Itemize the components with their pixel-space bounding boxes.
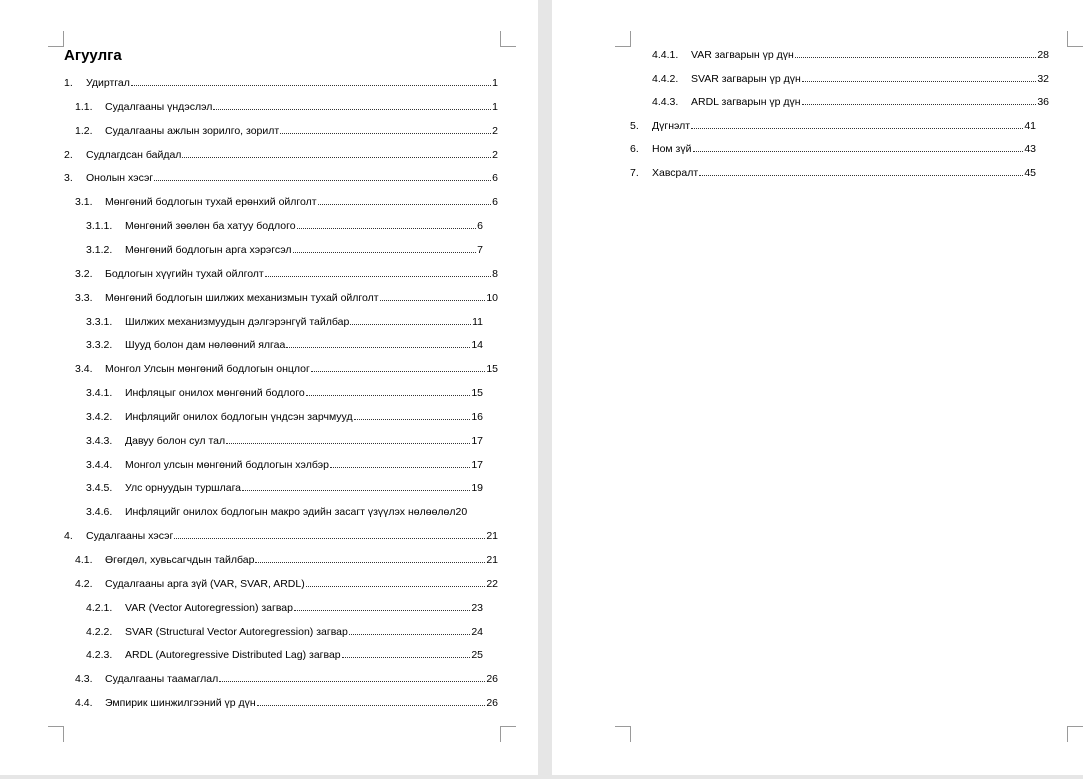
toc-dot-leader [802, 72, 1037, 82]
toc-entry-text: Монгол Улсын мөнгөний бодлогын онцлог [105, 363, 310, 376]
toc-entry-text: Мөнгөний бодлогын арга хэрэгсэл [125, 243, 292, 256]
toc-entry-number: 4.4.3. [652, 96, 679, 108]
toc-dot-leader [257, 696, 486, 706]
toc-entry[interactable] [86, 434, 483, 448]
toc-entry-page: 6 [492, 196, 498, 209]
toc-entry-page: 26 [486, 697, 498, 710]
toc-entry-text: Инфляцийг онилох бодлогын макро эдийн засагт үзүүлэх нөлөөлөл [125, 506, 456, 519]
margin-corner-mark [48, 31, 64, 47]
toc-entry-text: SVAR загварын үр дүн [691, 72, 801, 85]
toc-entry-text: Өгөгдөл, хувьсагчдын тайлбар [105, 554, 255, 566]
toc-entry-text: Судалгааны таамаглал [105, 673, 219, 686]
toc-title[interactable]: Агуулга [64, 47, 122, 64]
toc-entry-number: 6. [630, 143, 639, 155]
toc-dot-leader [131, 76, 491, 86]
toc-entry-number: 3.4.5. [86, 482, 113, 495]
toc-entry-text: Монгол улсын мөнгөний бодлогын хэлбэр [125, 458, 329, 471]
toc-dot-leader [342, 648, 471, 658]
toc-entry[interactable] [630, 166, 1036, 180]
toc-entry-number: 3.3. [75, 291, 93, 304]
toc-entry[interactable] [75, 577, 498, 591]
toc-entry[interactable] [75, 124, 498, 138]
toc-dot-leader [330, 458, 470, 468]
toc-entry-number: 4.2.3. [86, 649, 113, 662]
toc-entry-page: 21 [486, 554, 498, 566]
toc-dot-leader [380, 291, 486, 301]
toc-dot-leader [306, 577, 486, 587]
toc-entry[interactable] [86, 648, 483, 662]
toc-entry[interactable] [86, 243, 483, 257]
toc-dot-leader [242, 481, 470, 491]
toc-entry-page: 6 [477, 220, 483, 233]
toc-entry-number: 4.4. [75, 697, 93, 710]
toc-entry[interactable] [75, 362, 498, 376]
toc-entry[interactable] [86, 386, 483, 400]
toc-dot-leader [255, 553, 485, 563]
toc-entry-page: 15 [471, 387, 483, 400]
toc-entry[interactable] [64, 171, 498, 185]
toc-entry[interactable] [75, 100, 498, 114]
toc-entry-number: 4.2.2. [86, 625, 113, 638]
toc-entry-text: Судалгааны үндэслэл [105, 100, 213, 113]
toc-dot-leader [318, 195, 492, 205]
toc-entry-page: 25 [471, 649, 483, 662]
toc-dot-leader [349, 625, 470, 635]
toc-entry-text: Судалгааны ажлын зорилго, зорилт [105, 124, 280, 137]
toc-entry-page: 17 [471, 434, 483, 447]
toc-entry[interactable] [86, 410, 483, 424]
toc-entry-page: 17 [471, 458, 483, 471]
toc-entry-page: 32 [1037, 72, 1049, 85]
toc-entry-text: Удиртгал [86, 77, 130, 89]
toc-entry-number: 4.2.1. [86, 601, 113, 614]
toc-entry-page: 20 [455, 506, 468, 519]
toc-dot-leader [311, 362, 485, 372]
document-page-left[interactable] [0, 0, 538, 775]
toc-dot-leader [802, 95, 1037, 105]
toc-entry-number: 3.4.6. [86, 506, 113, 519]
toc-dot-leader [213, 100, 491, 110]
toc-dot-leader [286, 338, 470, 348]
toc-entry[interactable] [86, 601, 483, 615]
toc-entry-number: 3. [64, 172, 73, 185]
toc-entry-page: 14 [471, 339, 483, 352]
toc-entry-number: 3.4. [75, 363, 93, 376]
toc-dot-leader [693, 142, 1024, 152]
toc-entry[interactable] [86, 315, 483, 329]
toc-entry-text: ARDL загварын үр дүн [691, 96, 801, 108]
document-page-right[interactable] [552, 0, 1083, 775]
toc-entry[interactable] [75, 553, 498, 567]
toc-entry-number: 3.4.4. [86, 458, 113, 471]
toc-dot-leader [350, 315, 471, 325]
toc-entry[interactable] [75, 696, 498, 710]
toc-dot-leader [691, 119, 1023, 129]
toc-entry-number: 5. [630, 119, 639, 132]
toc-dot-leader [154, 171, 491, 181]
toc-dot-leader [306, 386, 471, 396]
toc-entry[interactable] [75, 672, 498, 686]
toc-entry-number: 3.2. [75, 267, 93, 280]
toc-entry-page: 21 [486, 530, 498, 543]
toc-entry-text: Бодлогын хүүгийн тухай ойлголт [105, 267, 264, 280]
toc-entry-number: 3.4.2. [86, 410, 113, 423]
toc-entry-number: 1.1. [75, 100, 93, 113]
toc-entry-number: 3.3.2. [86, 339, 113, 352]
toc-entry-text: Давуу болон сул тал [125, 434, 226, 447]
toc-dot-leader [265, 267, 491, 277]
toc-dot-leader [294, 601, 470, 611]
toc-entry-number: 4.3. [75, 673, 93, 686]
toc-entry-text: Инфляцийг онилох бодлогын үндсэн зарчмууд [125, 410, 353, 423]
toc-entry-text: VAR загварын үр дүн [691, 49, 794, 61]
toc-entry-text: Инфляцыг онилох мөнгөний бодлого [125, 387, 305, 400]
toc-entry[interactable] [86, 338, 483, 352]
toc-entry[interactable] [64, 529, 498, 543]
toc-entry[interactable] [75, 267, 498, 281]
toc-entry-page: 22 [486, 577, 498, 590]
toc-entry[interactable] [64, 76, 498, 90]
toc-entry-number: 3.4.3. [86, 434, 113, 447]
toc-dot-leader [226, 434, 470, 444]
toc-entry[interactable] [652, 48, 1049, 62]
toc-entry-text: Шилжих механизмуудын дэлгэрэнгүй тайлбар [125, 315, 350, 328]
toc-entry-page: 6 [492, 172, 498, 185]
toc-entry-page: 8 [492, 267, 498, 280]
toc-entry-text: Судлагдсан байдал [86, 148, 182, 161]
toc-dot-leader [795, 48, 1037, 58]
toc-entry-number: 4.1. [75, 554, 93, 566]
toc-entry-page: 10 [486, 291, 498, 304]
toc-entry[interactable] [86, 481, 483, 495]
toc-entry-page: 15 [486, 363, 498, 376]
toc-entry[interactable] [75, 195, 498, 209]
toc-entry-text: Улс орнуудын туршлага [125, 482, 242, 495]
toc-dot-leader [219, 672, 485, 682]
toc-entry[interactable] [86, 625, 483, 639]
toc-dot-leader [297, 219, 477, 229]
toc-entry-number: 3.1.2. [86, 243, 113, 256]
toc-entry-text: Ном зүй [652, 143, 692, 155]
toc-entry[interactable] [86, 505, 483, 519]
toc-entry-text: Судалгааны арга зүй (VAR, SVAR, ARDL) [105, 577, 305, 590]
toc-entry-text: ARDL (Autoregressive Distributed Lag) загвар [125, 649, 341, 662]
toc-entry[interactable] [75, 291, 498, 305]
toc-entry[interactable] [64, 148, 498, 162]
margin-corner-mark [500, 31, 516, 47]
toc-entry-page: 24 [471, 625, 483, 638]
toc-dot-leader [699, 166, 1023, 176]
toc-entry[interactable] [86, 219, 483, 233]
toc-entry-text: Эмпирик шинжилгээний үр дүн [105, 697, 256, 710]
toc-entry-page: 26 [486, 673, 498, 686]
toc-entry-page: 43 [1024, 143, 1036, 155]
toc-dot-leader [174, 529, 485, 539]
toc-entry-page: 45 [1024, 166, 1036, 179]
toc-entry-number: 7. [630, 166, 639, 179]
toc-entry-page: 19 [471, 482, 483, 495]
toc-dot-leader [354, 410, 471, 420]
margin-corner-mark [1067, 31, 1083, 47]
toc-entry[interactable] [652, 95, 1049, 109]
margin-corner-mark [1067, 726, 1083, 742]
toc-entry-text: Мөнгөний зөөлөн ба хатуу бодлого [125, 220, 296, 233]
toc-entry-number: 1. [64, 77, 73, 89]
margin-corner-mark [615, 726, 631, 742]
toc-entry-page: 41 [1024, 119, 1036, 132]
toc-entry-text: VAR (Vector Autoregression) загвар [125, 601, 293, 614]
toc-entry-page: 23 [471, 601, 483, 614]
toc-entry-page: 7 [477, 243, 483, 256]
toc-entry[interactable] [630, 119, 1036, 133]
toc-entry[interactable] [652, 72, 1049, 86]
toc-dot-leader [293, 243, 477, 253]
toc-entry-number: 4.4.2. [652, 72, 679, 85]
toc-entry-text: Онолын хэсэг [86, 172, 154, 185]
toc-entry-number: 3.1.1. [86, 220, 113, 233]
toc-entry-text: Судалгааны хэсэг [86, 530, 174, 543]
toc-entry-text: Мөнгөний бодлогын тухай ерөнхий ойлголт [105, 196, 317, 209]
toc-entry-number: 3.3.1. [86, 315, 113, 328]
toc-entry[interactable] [630, 142, 1036, 156]
toc-entry-number: 3.4.1. [86, 387, 113, 400]
toc-dot-leader [280, 124, 491, 134]
toc-entry-page: 2 [492, 124, 498, 137]
toc-entry-number: 1.2. [75, 124, 93, 137]
toc-entry-number: 4. [64, 530, 73, 543]
toc-entry-page: 1 [492, 100, 498, 113]
toc-entry[interactable] [86, 458, 483, 472]
toc-entry-number: 4.2. [75, 577, 93, 590]
toc-entry-number: 2. [64, 148, 73, 161]
toc-entry-text: SVAR (Structural Vector Autoregression) загвар [125, 625, 348, 638]
margin-corner-mark [500, 726, 516, 742]
toc-entry-page: 16 [471, 410, 483, 423]
toc-entry-number: 4.4.1. [652, 49, 679, 61]
toc-entry-text: Хавсралт [652, 166, 699, 179]
toc-dot-leader [182, 148, 491, 158]
toc-entry-text: Шууд болон дам нөлөөний ялгаа [125, 339, 286, 352]
toc-entry-number: 3.1. [75, 196, 93, 209]
toc-entry-page: 36 [1037, 96, 1049, 108]
toc-entry-page: 11 [472, 315, 483, 328]
margin-corner-mark [615, 31, 631, 47]
toc-entry-text: Дүгнэлт [652, 119, 691, 132]
margin-corner-mark [48, 726, 64, 742]
toc-entry-page: 28 [1037, 49, 1049, 61]
toc-entry-page: 1 [492, 77, 498, 89]
toc-entry-page: 2 [492, 148, 498, 161]
toc-entry-text: Мөнгөний бодлогын шилжих механизмын тухай ойлголт [105, 291, 379, 304]
